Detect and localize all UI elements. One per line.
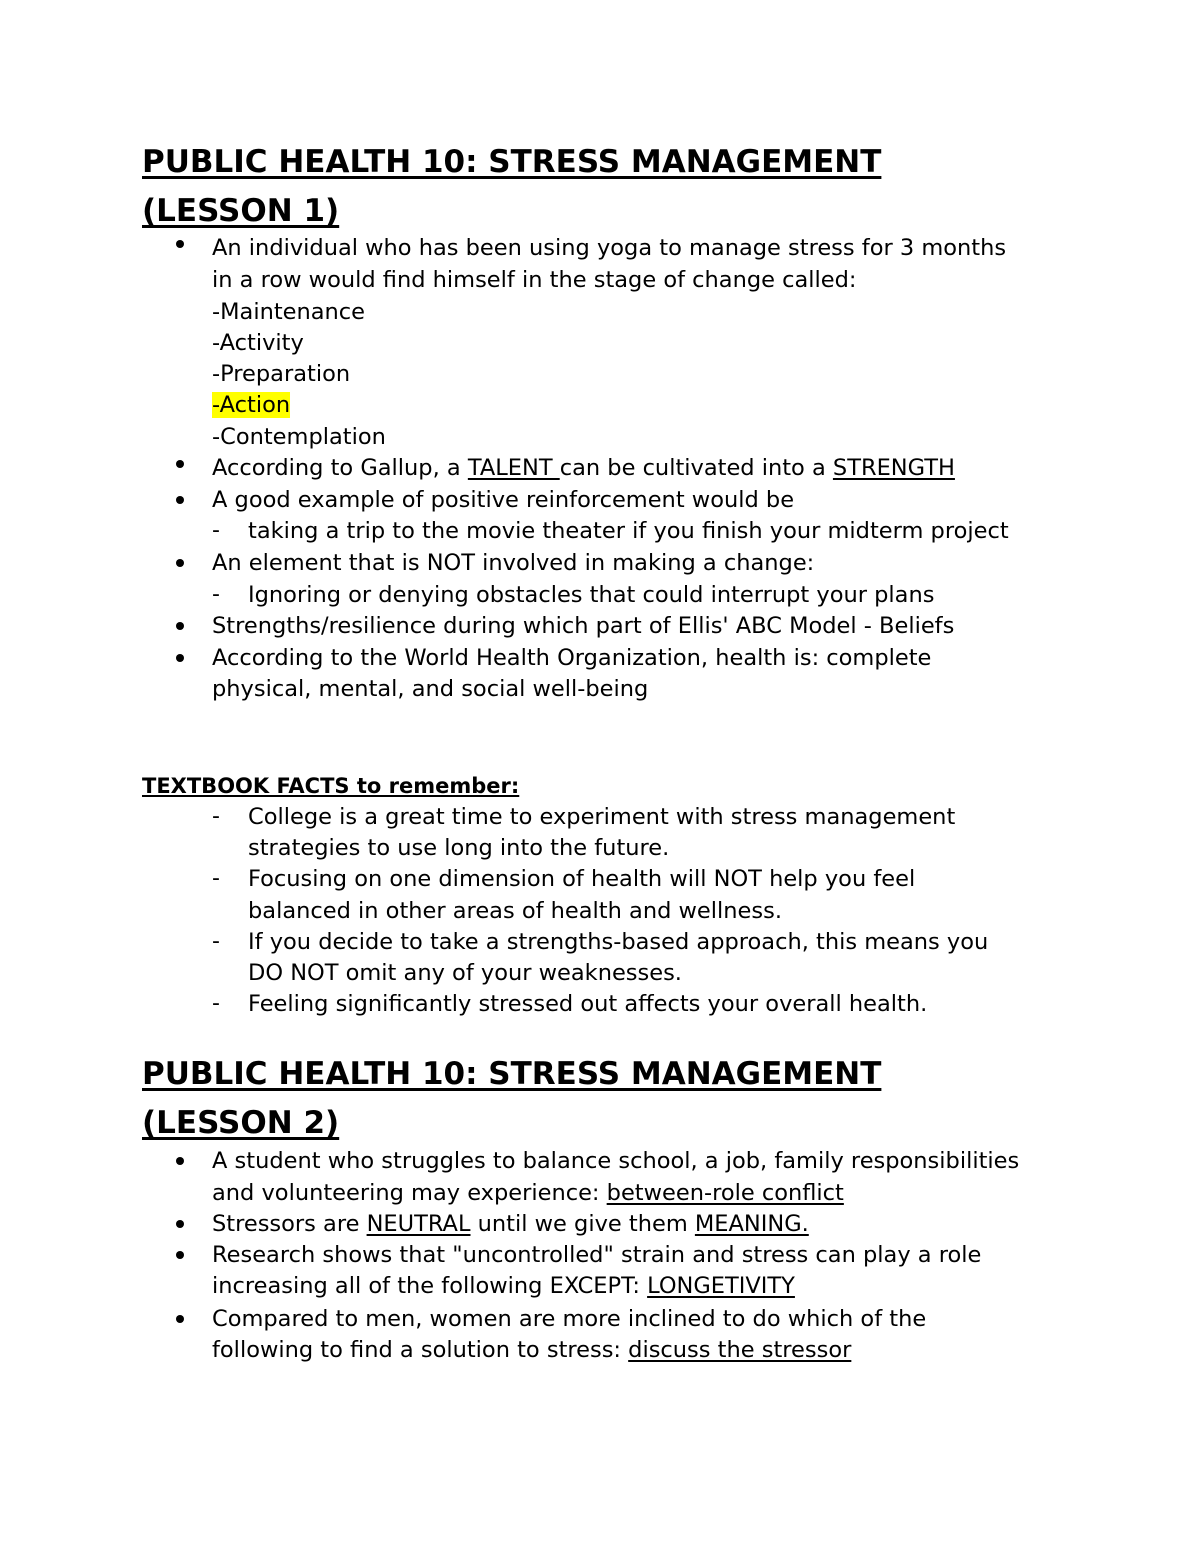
lesson1-title-line2: (LESSON 1) [142,193,340,229]
fact-3-line2: DO NOT omit any of your weaknesses. [248,960,682,986]
lesson1-q1-line1: An individual who has been using yoga to manage stress for 3 months [212,235,1007,261]
lesson2-q3-line2: increasing all of the following EXCEPT: LONGETIVITY [212,1273,795,1299]
answer-talent: TALENT [467,455,560,481]
lesson2-q4-line1: Compared to men, women are more inclined to do which of the [212,1306,927,1332]
lesson1-q6-line1: According to the World Health Organization, health is: complete [212,645,932,671]
answer-meaning: MEANING. [694,1211,809,1237]
lesson1-q3-question: A good example of positive reinforcement would be [212,487,795,513]
highlighted-answer: -Action [212,392,291,418]
fact-1-line2: strategies to use long into the future. [248,835,670,861]
lesson1-q1-line2: in a row would find himself in the stage of change called: [212,267,857,293]
option-activity: -Activity [212,330,304,356]
dash-marker-icon: - [212,929,220,954]
lesson1-q6-line2: physical, mental, and social well-being [212,676,649,702]
lesson1-q3-answer: taking a trip to the movie theater if you finish your midterm project [248,518,1009,544]
dash-marker-icon: - [212,518,220,543]
fact-2-line2: balanced in other areas of health and wellness. [248,898,782,924]
answer-between-role-conflict: between-role conflict [606,1180,844,1206]
fact-2-line1: Focusing on one dimension of health will NOT help you feel [248,866,916,892]
bullet-dot-icon [176,1251,184,1259]
answer-longetivity: LONGETIVITY [647,1273,795,1299]
option-preparation: -Preparation [212,361,351,387]
dash-marker-icon: - [212,991,220,1016]
option-contemplation: -Contemplation [212,424,386,450]
bullet-dot-icon [176,559,184,567]
dash-marker-icon: - [212,866,220,891]
lesson2-q1-line1: A student who struggles to balance school, a job, family responsibilities [212,1148,1020,1174]
bullet-dot-icon [176,460,184,468]
lesson2-q3-line1: Research shows that "uncontrolled" strain and stress can play a role [212,1242,982,1268]
fact-4-line1: Feeling significantly stressed out affects your overall health. [248,991,928,1017]
lesson2-q1-line2: and volunteering may experience: between-role conflict [212,1180,844,1206]
bullet-dot-icon [176,622,184,630]
fact-1-line1: College is a great time to experiment with stress management [248,804,956,830]
bullet-dot-icon [176,496,184,504]
lesson2-title-line1: PUBLIC HEALTH 10: STRESS MANAGEMENT [142,1056,882,1092]
bullet-dot-icon [176,1157,184,1165]
option-maintenance: -Maintenance [212,299,366,325]
bullet-dot-icon [176,1315,184,1323]
lesson2-q4-line2: following to find a solution to stress: discuss the stressor [212,1337,852,1363]
lesson1-q2: According to Gallup, a TALENT can be cultivated into a STRENGTH [212,455,955,481]
lesson1-title-line1: PUBLIC HEALTH 10: STRESS MANAGEMENT [142,144,882,180]
lesson2-title-line2: (LESSON 2) [142,1105,340,1141]
textbook-heading: TEXTBOOK FACTS to remember: [142,774,520,798]
option-action-highlighted [212,390,290,420]
answer-strength: STRENGTH [832,455,955,481]
lesson2-q2: Stressors are NEUTRAL until we give them MEANING. [212,1211,809,1237]
fact-3-line1: If you decide to take a strengths-based approach, this means you [248,929,989,955]
bullet-dot-icon [176,654,184,662]
lesson1-q4-answer: Ignoring or denying obstacles that could interrupt your plans [248,582,935,608]
lesson1-q5: Strengths/resilience during which part of Ellis' ABC Model - Beliefs [212,613,955,639]
lesson1-q4-question: An element that is NOT involved in making a change: [212,550,815,576]
answer-discuss-the-stressor: discuss the stressor [628,1337,852,1363]
dash-marker-icon: - [212,804,220,829]
answer-neutral: NEUTRAL [366,1211,471,1237]
bullet-dot-icon [176,240,184,248]
bullet-dot-icon [176,1220,184,1228]
dash-marker-icon: - [212,582,220,607]
